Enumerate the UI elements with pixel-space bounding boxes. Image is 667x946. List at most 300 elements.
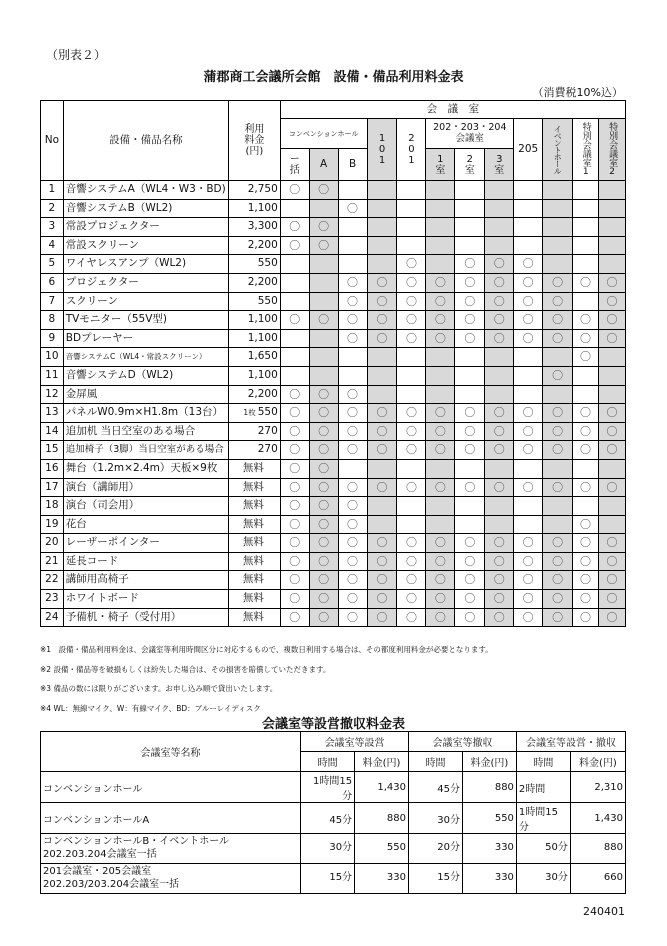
header-conv-a: A — [309, 149, 338, 181]
available-mark: 〇 — [405, 275, 417, 289]
row-price: 無料 — [229, 515, 281, 534]
equipment-row — [41, 459, 626, 478]
availability-room-202-2 — [455, 292, 485, 311]
available-mark: 〇 — [606, 331, 618, 345]
availability-special-2 — [598, 385, 625, 404]
row-no: 8 — [41, 311, 64, 330]
available-mark: 〇 — [289, 443, 301, 457]
row-name: 音響システムA（WL4・W3・BD) — [63, 181, 228, 200]
availability-room-202-3 — [485, 255, 514, 274]
availability-conv-all — [280, 255, 309, 274]
equipment-row — [41, 329, 626, 348]
available-mark: 〇 — [405, 536, 417, 550]
availability-room-202-1 — [426, 273, 455, 292]
availability-room-202-2 — [455, 329, 485, 348]
row-no: 12 — [41, 385, 64, 404]
availability-event-hall — [543, 273, 573, 292]
availability-event-hall — [543, 478, 573, 497]
available-mark: 〇 — [376, 480, 388, 494]
availability-conv-a — [309, 608, 338, 627]
equipment-row — [41, 441, 626, 460]
availability-room-205 — [514, 608, 543, 627]
available-mark: 〇 — [318, 573, 330, 587]
availability-special-2 — [598, 218, 625, 237]
row-price: 無料 — [229, 497, 281, 516]
availability-room-101 — [367, 404, 397, 423]
available-mark: 〇 — [606, 610, 618, 624]
available-mark: 〇 — [606, 424, 618, 438]
available-mark: 〇 — [376, 294, 388, 308]
row-no: 13 — [41, 404, 64, 423]
availability-room-101 — [367, 236, 397, 255]
header-price-line2: 料金 — [244, 135, 265, 146]
available-mark: 〇 — [318, 554, 330, 568]
available-mark: 〇 — [580, 443, 592, 457]
availability-event-hall — [543, 181, 573, 200]
availability-conv-a — [309, 515, 338, 534]
row-price: 無料 — [229, 590, 281, 609]
availability-event-hall — [543, 515, 573, 534]
available-mark: 〇 — [606, 554, 618, 568]
availability-room-202-2 — [455, 478, 485, 497]
header-conv-all-l1: ー — [289, 153, 300, 165]
availability-room-101 — [367, 181, 397, 200]
available-mark: 〇 — [289, 220, 301, 234]
available-mark: 〇 — [580, 350, 592, 364]
availability-room-202-3 — [485, 236, 514, 255]
row-no: 21 — [41, 552, 64, 571]
availability-conv-all — [280, 422, 309, 441]
available-mark: 〇 — [318, 517, 330, 531]
row-price: 無料 — [229, 571, 281, 590]
availability-room-202-1 — [426, 497, 455, 516]
availability-room-201 — [397, 552, 426, 571]
availability-conv-b — [338, 311, 367, 330]
available-mark: 〇 — [347, 610, 359, 624]
availability-room-202-1 — [426, 366, 455, 385]
availability-room-205 — [514, 515, 543, 534]
available-mark: 〇 — [318, 313, 330, 327]
header-room-101-l2: 0 — [378, 144, 386, 155]
availability-special-1 — [573, 404, 599, 423]
available-mark: 〇 — [464, 610, 476, 624]
available-mark: 〇 — [606, 573, 618, 587]
availability-room-202-2 — [455, 255, 485, 274]
availability-room-202-1 — [426, 329, 455, 348]
availability-room-202-3 — [485, 515, 514, 534]
available-mark: 〇 — [493, 443, 505, 457]
available-mark: 〇 — [580, 331, 592, 345]
availability-conv-a — [309, 273, 338, 292]
availability-conv-all — [280, 515, 309, 534]
both-time: 50分 — [516, 834, 570, 864]
availability-conv-b — [338, 236, 367, 255]
annex-label: （別表２） — [46, 48, 107, 62]
teardown-time: 20分 — [409, 834, 463, 864]
setup-header-teardown: 会議室等撤収 — [409, 732, 517, 752]
available-mark: 〇 — [347, 443, 359, 457]
availability-room-202-3 — [485, 497, 514, 516]
availability-room-202-1 — [426, 385, 455, 404]
availability-conv-a — [309, 478, 338, 497]
availability-room-201 — [397, 199, 426, 218]
document-code: 240401 — [583, 905, 625, 918]
availability-room-202-2 — [455, 236, 485, 255]
row-name: 金屏風 — [63, 385, 228, 404]
availability-conv-all — [280, 199, 309, 218]
availability-special-1 — [573, 497, 599, 516]
available-mark: 〇 — [405, 294, 417, 308]
availability-special-2 — [598, 181, 625, 200]
available-mark: 〇 — [580, 275, 592, 289]
note-2: ※2 設備・備品等を破損もしくは紛失した場合は、その損害を賠償していただきます。 — [40, 664, 331, 674]
availability-conv-all — [280, 311, 309, 330]
availability-conv-all — [280, 348, 309, 367]
both-fee: 1,430 — [570, 803, 625, 834]
available-mark: 〇 — [434, 610, 446, 624]
availability-room-101 — [367, 255, 397, 274]
availability-special-2 — [598, 404, 625, 423]
available-mark: 〇 — [580, 554, 592, 568]
teardown-fee: 880 — [462, 772, 516, 803]
both-time: 30分 — [516, 864, 570, 894]
available-mark: 〇 — [405, 480, 417, 494]
availability-room-202-3 — [485, 311, 514, 330]
setup-rows — [41, 772, 626, 894]
availability-conv-b — [338, 441, 367, 460]
setup-row-name-line: コンベンションホール — [43, 783, 143, 795]
availability-conv-b — [338, 218, 367, 237]
availability-room-202-1 — [426, 236, 455, 255]
available-mark: 〇 — [522, 313, 534, 327]
availability-special-1 — [573, 515, 599, 534]
row-name: 音響システムC（WL4・常設スクリーン） — [63, 348, 228, 367]
availability-room-101 — [367, 515, 397, 534]
header-convention-hall — [280, 119, 367, 149]
available-mark: 〇 — [606, 294, 618, 308]
availability-room-202-2 — [455, 441, 485, 460]
row-name: ワイヤレスアンプ（WL2) — [63, 255, 228, 274]
availability-event-hall — [543, 218, 573, 237]
row-no: 10 — [41, 348, 64, 367]
header-room-202-3 — [485, 149, 514, 181]
notes — [40, 640, 493, 718]
availability-room-201 — [397, 329, 426, 348]
available-mark: 〇 — [522, 275, 534, 289]
row-name: 予備机・椅子（受付用） — [63, 608, 228, 627]
availability-room-205 — [514, 366, 543, 385]
header-room-202-1 — [426, 149, 455, 181]
available-mark: 〇 — [522, 536, 534, 550]
header-room-202-204-l2: 会議室 — [455, 132, 485, 144]
availability-conv-b — [338, 534, 367, 553]
availability-room-202-2 — [455, 181, 485, 200]
available-mark: 〇 — [552, 313, 564, 327]
setup-header-time: 時間 — [301, 752, 355, 772]
equipment-row — [41, 422, 626, 441]
available-mark: 〇 — [552, 610, 564, 624]
availability-room-101 — [367, 441, 397, 460]
availability-room-201 — [397, 441, 426, 460]
header-room-202-3-l1: 3 — [496, 153, 503, 165]
row-price: 3,300 — [229, 218, 281, 237]
both-fee: 880 — [570, 834, 625, 864]
available-mark: 〇 — [464, 257, 476, 271]
available-mark: 〇 — [493, 480, 505, 494]
available-mark: 〇 — [289, 406, 301, 420]
available-mark: 〇 — [405, 313, 417, 327]
availability-conv-b — [338, 515, 367, 534]
available-mark: 〇 — [464, 536, 476, 550]
availability-room-202-1 — [426, 404, 455, 423]
available-mark: 〇 — [493, 406, 505, 420]
availability-conv-a — [309, 552, 338, 571]
availability-conv-all — [280, 590, 309, 609]
row-name: BDプレーヤー — [63, 329, 228, 348]
availability-conv-all — [280, 404, 309, 423]
header-convention-hall-label: コンベンションホール — [288, 130, 359, 139]
equipment-fee-table — [40, 100, 626, 627]
availability-room-202-1 — [426, 422, 455, 441]
available-mark: 〇 — [464, 294, 476, 308]
setup-time: 15分 — [301, 864, 355, 894]
availability-conv-b — [338, 422, 367, 441]
available-mark: 〇 — [434, 313, 446, 327]
equipment-row — [41, 348, 626, 367]
header-special-1-label: 特別会議室1 — [580, 122, 591, 177]
header-room-201-l1: 2 — [408, 133, 415, 144]
available-mark: 〇 — [289, 183, 301, 196]
row-no: 7 — [41, 292, 64, 311]
available-mark: 〇 — [434, 424, 446, 438]
row-no: 11 — [41, 366, 64, 385]
equipment-row — [41, 534, 626, 553]
setup-row-name-line: 202.203.204会議室一括 — [43, 848, 157, 860]
available-mark: 〇 — [318, 220, 330, 234]
availability-room-101 — [367, 478, 397, 497]
availability-conv-all — [280, 478, 309, 497]
equipment-row — [41, 366, 626, 385]
availability-room-202-3 — [485, 534, 514, 553]
available-mark: 〇 — [376, 573, 388, 587]
availability-room-202-2 — [455, 348, 485, 367]
setup-fee: 330 — [355, 864, 409, 894]
availability-conv-a — [309, 329, 338, 348]
row-no: 3 — [41, 218, 64, 237]
available-mark: 〇 — [347, 313, 359, 327]
page-title: 蒲郡商工会議所会館 設備・備品利用料金表 — [203, 70, 464, 85]
header-room-202-204-l1: 202・203・204 — [433, 122, 507, 134]
header-room-202-2 — [455, 149, 485, 181]
availability-conv-a — [309, 348, 338, 367]
availability-event-hall — [543, 590, 573, 609]
availability-conv-a — [309, 385, 338, 404]
availability-conv-all — [280, 534, 309, 553]
availability-room-202-3 — [485, 181, 514, 200]
availability-room-202-1 — [426, 590, 455, 609]
availability-special-1 — [573, 292, 599, 311]
availability-room-101 — [367, 199, 397, 218]
availability-room-205 — [514, 459, 543, 478]
equipment-row — [41, 515, 626, 534]
header-room-201 — [397, 119, 426, 181]
available-mark: 〇 — [464, 331, 476, 345]
availability-conv-a — [309, 497, 338, 516]
availability-room-202-2 — [455, 385, 485, 404]
availability-room-202-2 — [455, 497, 485, 516]
available-mark: 〇 — [522, 610, 534, 624]
available-mark: 〇 — [405, 573, 417, 587]
row-name: 講師用高椅子 — [63, 571, 228, 590]
row-price: 270 — [229, 422, 281, 441]
available-mark: 〇 — [493, 257, 505, 271]
header-price-line1: 利用 — [244, 124, 265, 135]
availability-special-2 — [598, 515, 625, 534]
setup-header-setup: 会議室等設営 — [301, 732, 409, 752]
available-mark: 〇 — [464, 313, 476, 327]
availability-conv-b — [338, 571, 367, 590]
note-3: ※3 備品の数には限りがございます。お申し込み順で貸出いたします。 — [40, 684, 278, 693]
header-conv-b: B — [338, 149, 367, 181]
header-conv-all-l2: 括 — [289, 164, 300, 176]
teardown-time: 30分 — [409, 803, 463, 834]
availability-conv-a — [309, 292, 338, 311]
row-no: 24 — [41, 608, 64, 627]
row-no: 17 — [41, 478, 64, 497]
header-room-201-l2: 0 — [408, 144, 415, 155]
row-name: 舞台（1.2m×2.4m）天板×9枚 — [63, 459, 228, 478]
availability-event-hall — [543, 571, 573, 590]
row-price — [229, 404, 281, 423]
row-no: 22 — [41, 571, 64, 590]
row-price: 無料 — [229, 478, 281, 497]
availability-special-1 — [573, 348, 599, 367]
availability-room-202-2 — [455, 534, 485, 553]
setup-row-name — [41, 834, 301, 864]
availability-conv-b — [338, 478, 367, 497]
available-mark: 〇 — [522, 592, 534, 606]
header-room-202-1-l1: 1 — [437, 153, 444, 165]
availability-room-202-1 — [426, 255, 455, 274]
availability-room-201 — [397, 534, 426, 553]
availability-special-1 — [573, 441, 599, 460]
availability-room-202-1 — [426, 534, 455, 553]
available-mark: 〇 — [289, 480, 301, 494]
availability-event-hall — [543, 255, 573, 274]
setup-table-title: 会議室等設営撤収料金表 — [261, 717, 405, 732]
available-mark: 〇 — [376, 313, 388, 327]
availability-room-202-1 — [426, 608, 455, 627]
available-mark: 〇 — [376, 610, 388, 624]
setup-row — [41, 772, 626, 803]
available-mark: 〇 — [434, 443, 446, 457]
row-no: 6 — [41, 273, 64, 292]
availability-conv-a — [309, 181, 338, 200]
available-mark: 〇 — [552, 275, 564, 289]
availability-room-202-1 — [426, 218, 455, 237]
row-price: 無料 — [229, 459, 281, 478]
availability-room-101 — [367, 218, 397, 237]
available-mark: 〇 — [405, 257, 417, 271]
equipment-row — [41, 181, 626, 200]
setup-fee-table — [40, 731, 626, 894]
row-no: 4 — [41, 236, 64, 255]
row-price: 2,200 — [229, 273, 281, 292]
row-name: 追加机 当日空室のある場合 — [63, 422, 228, 441]
availability-conv-all — [280, 181, 309, 200]
availability-room-205 — [514, 590, 543, 609]
available-mark: 〇 — [493, 554, 505, 568]
availability-room-202-2 — [455, 311, 485, 330]
availability-room-101 — [367, 311, 397, 330]
availability-room-202-2 — [455, 404, 485, 423]
available-mark: 〇 — [580, 480, 592, 494]
available-mark: 〇 — [493, 424, 505, 438]
header-rooms-group: 会 議 室 — [280, 101, 625, 119]
row-price-value: 550 — [257, 406, 278, 419]
availability-room-201 — [397, 273, 426, 292]
available-mark: 〇 — [580, 313, 592, 327]
availability-room-201 — [397, 478, 426, 497]
available-mark: 〇 — [493, 592, 505, 606]
availability-special-2 — [598, 311, 625, 330]
available-mark: 〇 — [376, 443, 388, 457]
availability-conv-b — [338, 199, 367, 218]
available-mark: 〇 — [318, 499, 330, 513]
header-conv-all — [280, 149, 309, 181]
available-mark: 〇 — [318, 480, 330, 494]
available-mark: 〇 — [552, 592, 564, 606]
availability-event-hall — [543, 366, 573, 385]
availability-special-2 — [598, 497, 625, 516]
note-4: ※4 WL：無線マイク、W：有線マイク、BD：ブルーレイディスク — [40, 703, 261, 713]
row-name: 延長コード — [63, 552, 228, 571]
availability-event-hall — [543, 404, 573, 423]
available-mark: 〇 — [606, 406, 618, 420]
available-mark: 〇 — [405, 610, 417, 624]
availability-room-202-2 — [455, 552, 485, 571]
availability-room-202-3 — [485, 366, 514, 385]
teardown-fee: 330 — [462, 834, 516, 864]
row-name: パネルW0.9m×H1.8m（13台） — [63, 404, 228, 423]
available-mark: 〇 — [464, 443, 476, 457]
availability-conv-a — [309, 255, 338, 274]
availability-room-202-3 — [485, 273, 514, 292]
available-mark: 〇 — [552, 406, 564, 420]
equipment-row — [41, 292, 626, 311]
row-no: 18 — [41, 497, 64, 516]
row-name: 常設スクリーン — [63, 236, 228, 255]
row-name: 演台（司会用） — [63, 497, 228, 516]
available-mark: 〇 — [434, 554, 446, 568]
setup-row — [41, 803, 626, 834]
row-name: レーザーポインター — [63, 534, 228, 553]
available-mark: 〇 — [552, 294, 564, 308]
availability-room-202-2 — [455, 366, 485, 385]
setup-time: 1時間15分 — [301, 772, 355, 803]
available-mark: 〇 — [606, 592, 618, 606]
available-mark: 〇 — [552, 443, 564, 457]
availability-room-201 — [397, 459, 426, 478]
availability-special-1 — [573, 459, 599, 478]
available-mark: 〇 — [347, 517, 359, 531]
available-mark: 〇 — [606, 275, 618, 289]
equipment-rows — [41, 181, 626, 627]
availability-room-205 — [514, 255, 543, 274]
availability-event-hall — [543, 608, 573, 627]
row-price: 550 — [229, 255, 281, 274]
availability-room-202-1 — [426, 181, 455, 200]
